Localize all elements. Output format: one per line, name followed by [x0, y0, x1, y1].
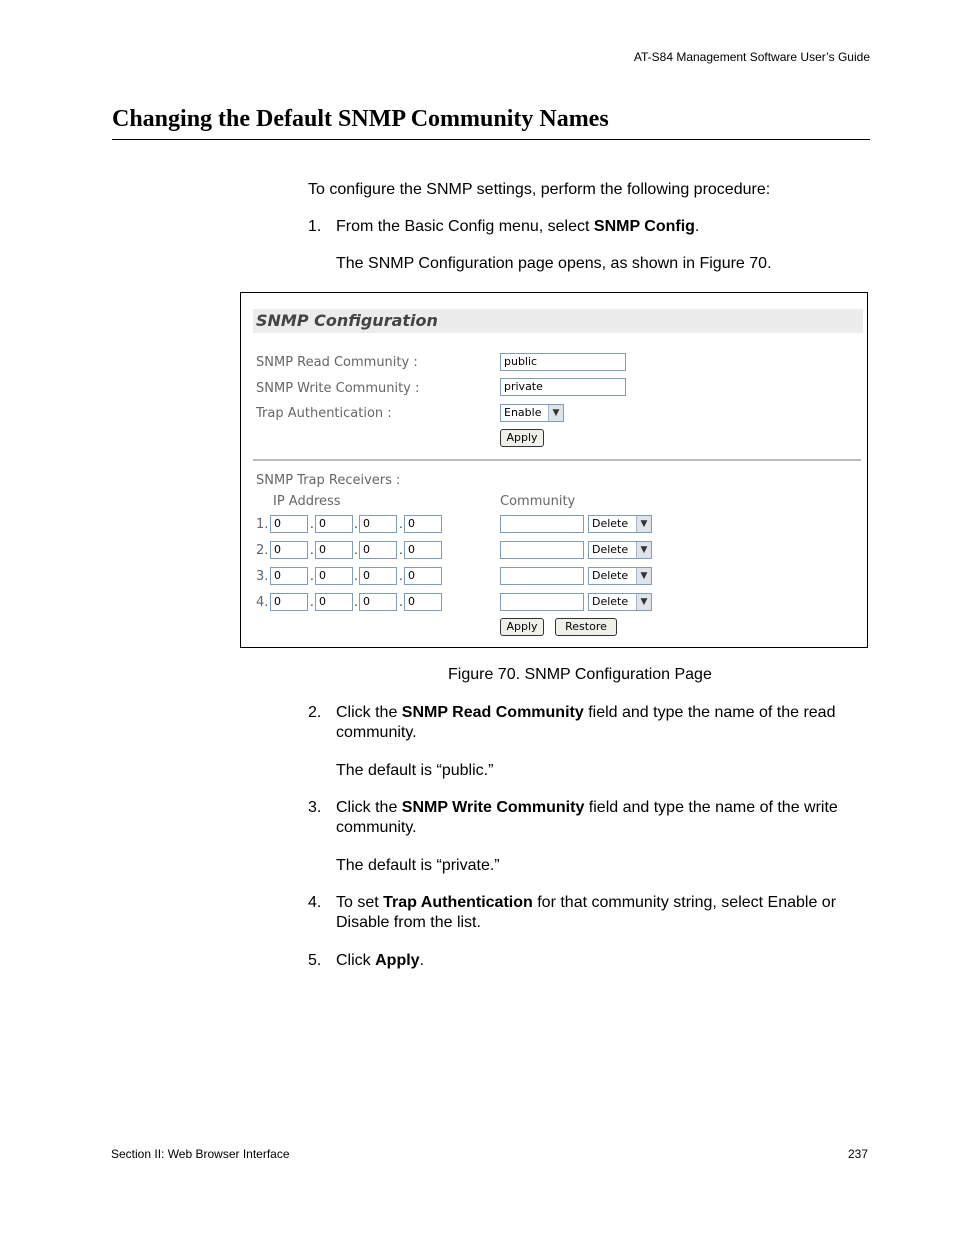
ip-address-header: IP Address — [273, 494, 341, 509]
ip-separator-dot: . — [354, 595, 358, 609]
step-1-text: From the Basic Config menu, select SNMP Config. — [336, 218, 700, 235]
trap-auth-label: Trap Authentication : — [256, 406, 392, 421]
figure-divider — [253, 459, 861, 461]
receiver-3-community-input[interactable] — [500, 567, 584, 585]
ip-separator-dot: . — [399, 517, 403, 531]
chevron-down-icon: ▼ — [636, 594, 651, 610]
section-title: Changing the Default SNMP Community Names — [112, 106, 609, 132]
ip-separator-dot: . — [310, 569, 314, 583]
receiver-3-action-select[interactable]: Delete ▼ — [588, 567, 652, 585]
chevron-down-icon: ▼ — [636, 516, 651, 532]
receiver-4-ip-octet-3[interactable]: 0 — [359, 593, 397, 611]
figure-caption: Figure 70. SNMP Configuration Page — [448, 666, 712, 683]
receiver-2-ip-octet-2[interactable]: 0 — [315, 541, 353, 559]
receiver-4-community-input[interactable] — [500, 593, 584, 611]
restore-button[interactable]: Restore — [555, 618, 617, 636]
receiver-2-community-input[interactable] — [500, 541, 584, 559]
receiver-2-action-select[interactable]: Delete ▼ — [588, 541, 652, 559]
step-4-text: To set Trap Authentication for that community string, select Enable or Disable from the list. — [336, 894, 837, 931]
receiver-2-ip-octet-3[interactable]: 0 — [359, 541, 397, 559]
receiver-row-3-number: 3. — [256, 569, 269, 584]
community-header: Community — [500, 494, 576, 509]
receiver-row-4-number: 4. — [256, 595, 269, 610]
trap-auth-select[interactable]: Enable ▼ — [500, 404, 564, 422]
step-4-number: 4. — [308, 894, 322, 911]
step-2-note: The default is “public.” — [336, 762, 494, 779]
ip-separator-dot: . — [310, 517, 314, 531]
chevron-down-icon: ▼ — [636, 542, 651, 558]
read-community-label: SNMP Read Community : — [256, 355, 418, 370]
ip-separator-dot: . — [354, 543, 358, 557]
receiver-1-community-input[interactable] — [500, 515, 584, 533]
figure-title: SNMP Configuration — [256, 311, 438, 330]
receiver-4-ip-octet-1[interactable]: 0 — [270, 593, 308, 611]
ip-separator-dot: . — [399, 595, 403, 609]
step-3-text: Click the SNMP Write Community field and type the name of the write community. — [336, 799, 838, 836]
receiver-4-action-select[interactable]: Delete ▼ — [588, 593, 652, 611]
title-rule — [112, 139, 870, 140]
receiver-4-ip-octet-2[interactable]: 0 — [315, 593, 353, 611]
step-2-text: Click the SNMP Read Community field and type the name of the read community. — [336, 704, 836, 741]
write-community-input[interactable]: private — [500, 378, 626, 396]
ip-separator-dot: . — [354, 517, 358, 531]
step-2-number: 2. — [308, 704, 322, 721]
ip-separator-dot: . — [310, 595, 314, 609]
chevron-down-icon: ▼ — [636, 568, 651, 584]
receiver-3-ip-octet-2[interactable]: 0 — [315, 567, 353, 585]
receiver-row-1-number: 1. — [256, 517, 269, 532]
footer-section: Section II: Web Browser Interface — [111, 1147, 290, 1161]
ip-separator-dot: . — [399, 569, 403, 583]
chevron-down-icon: ▼ — [548, 405, 563, 421]
receiver-1-action-select[interactable]: Delete ▼ — [588, 515, 652, 533]
write-community-label: SNMP Write Community : — [256, 381, 420, 396]
running-header: AT-S84 Management Software User’s Guide — [633, 50, 870, 64]
step-1-number: 1. — [308, 218, 322, 235]
receiver-2-ip-octet-4[interactable]: 0 — [404, 541, 442, 559]
step-5-text: Click Apply. — [336, 952, 425, 969]
apply-button[interactable]: Apply — [500, 429, 544, 447]
ip-separator-dot: . — [310, 543, 314, 557]
step-1-note: The SNMP Configuration page opens, as shown in Figure 70. — [336, 255, 772, 272]
ip-separator-dot: . — [399, 543, 403, 557]
receiver-row-2-number: 2. — [256, 543, 269, 558]
trap-receivers-label: SNMP Trap Receivers : — [256, 473, 401, 488]
receiver-4-ip-octet-4[interactable]: 0 — [404, 593, 442, 611]
receiver-1-ip-octet-3[interactable]: 0 — [359, 515, 397, 533]
step-3-number: 3. — [308, 799, 322, 816]
page-number: 237 — [847, 1147, 868, 1161]
intro-paragraph: To configure the SNMP settings, perform the following procedure: — [308, 181, 771, 198]
read-community-input[interactable]: public — [500, 353, 626, 371]
receiver-3-ip-octet-1[interactable]: 0 — [270, 567, 308, 585]
step-3-note: The default is “private.” — [336, 857, 500, 874]
step-5-number: 5. — [308, 952, 322, 969]
apply-receivers-button[interactable]: Apply — [500, 618, 544, 636]
receiver-2-ip-octet-1[interactable]: 0 — [270, 541, 308, 559]
receiver-3-ip-octet-3[interactable]: 0 — [359, 567, 397, 585]
receiver-1-ip-octet-4[interactable]: 0 — [404, 515, 442, 533]
ip-separator-dot: . — [354, 569, 358, 583]
receiver-1-ip-octet-1[interactable]: 0 — [270, 515, 308, 533]
snmp-config-figure — [240, 292, 868, 648]
receiver-1-ip-octet-2[interactable]: 0 — [315, 515, 353, 533]
receiver-3-ip-octet-4[interactable]: 0 — [404, 567, 442, 585]
